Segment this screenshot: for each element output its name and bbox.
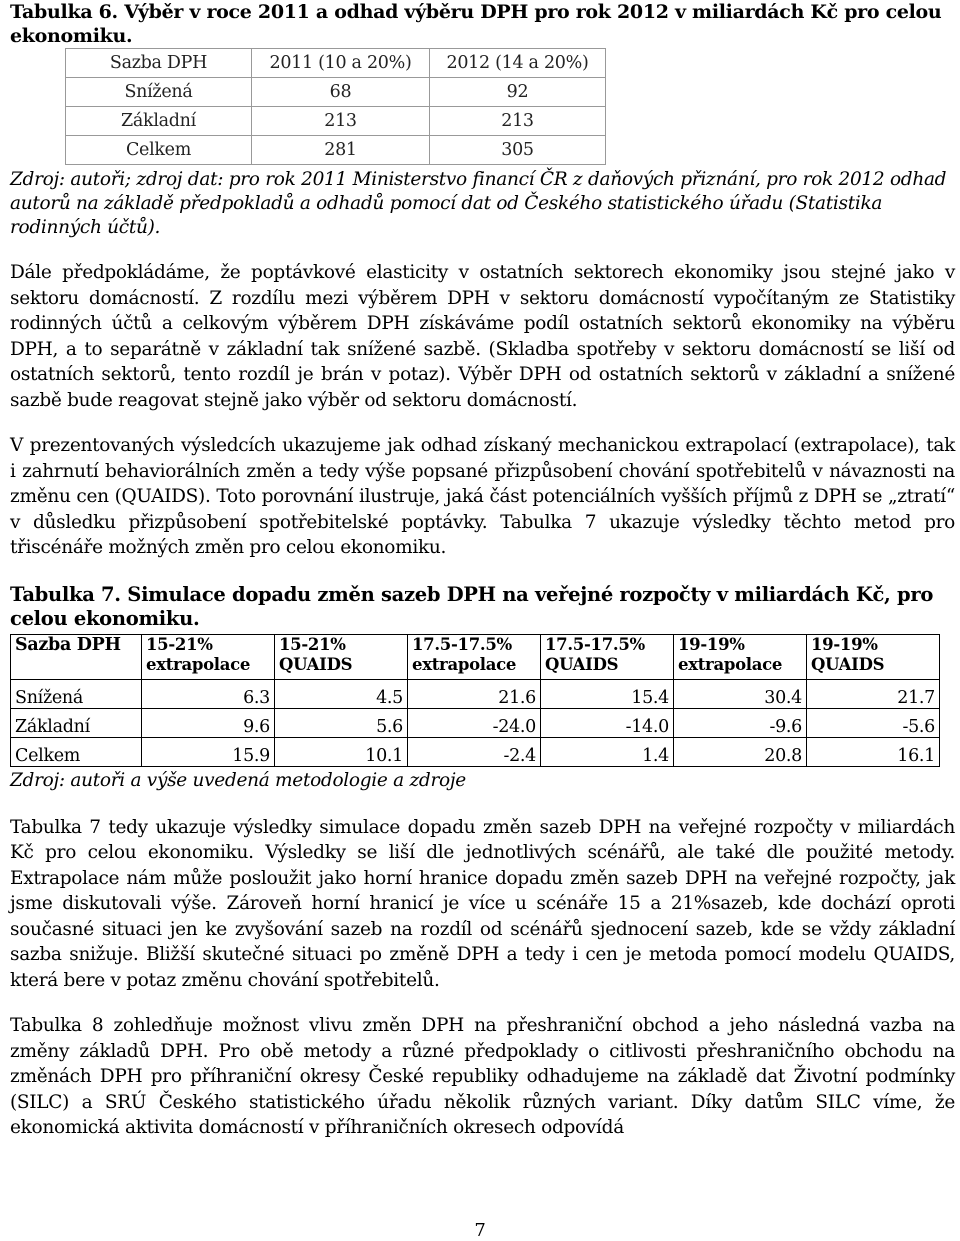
table6-cell: 305	[430, 136, 606, 165]
paragraph: Tabulka 7 tedy ukazuje výsledky simulace dopadu změn sazeb DPH na veřejné rozpočty v miliardách Kč pro celou ekonomiku. Výsledky se liší dle jednotlivých scénářů, ale také dle použité metody. Extrapolace nám může posloužit jako horní hranice dopadu změn sazeb DPH na veřejné rozpočty, jak jsme diskutovali výše. Zároveň horní hranicí je více u scénáře 15 a 21%sazeb, kde dochází oproti současné situaci jen ke zvyšování sazeb na rozdíl od scénářů sjednocení sazeb, kde se vždy základní sazba snižuje. Bližší skutečné situaci po změně DPH a tedy i cen je metoda pomocí modelu QUAIDS, která bere v potaz změnu chování spotřebitelů.	[10, 816, 955, 991]
header-line: QUAIDS	[811, 654, 885, 674]
table7-caption: Tabulka 7. Simulace dopadu změn sazeb DPH na veřejné rozpočty v miliardách Kč, pro celou ekonomiku.	[10, 582, 934, 630]
table6-header-cell: 2011 (10 a 20%)	[252, 49, 430, 78]
header-line: extrapolace	[678, 654, 783, 674]
header-line: 17.5-17.5%	[545, 634, 645, 654]
table7-header-row	[11, 634, 940, 679]
table7-cell: Celkem	[11, 737, 142, 766]
table6-cell: 281	[252, 136, 430, 165]
table-row	[66, 136, 606, 165]
table-row	[11, 708, 940, 737]
table7-cell: Základní	[11, 708, 142, 737]
header-line: QUAIDS	[545, 654, 619, 674]
table7-cell: 16.1	[807, 737, 940, 766]
table6-cell: Celkem	[66, 136, 252, 165]
table7-header-cell	[11, 634, 142, 679]
header-line: 15-21%	[146, 634, 213, 654]
header-line: Sazba DPH	[15, 634, 121, 655]
table-row	[11, 737, 940, 766]
table7-cell: 4.5	[275, 679, 408, 708]
page-number: 7	[474, 1220, 486, 1241]
table7-cell: 30.4	[674, 679, 807, 708]
table7-cell: -9.6	[674, 708, 807, 737]
table7-cell: Snížená	[11, 679, 142, 708]
header-line: 19-19%	[811, 634, 878, 654]
table6-cell: 92	[430, 78, 606, 107]
paragraph: Tabulka 8 zohledňuje možnost vlivu změn DPH na přeshraniční obchod a jeho následná vazba na změny základů DPH. Pro obě metody a různé předpoklady o citlivosti přeshraničního obchodu na změnách DPH pro příhraniční okresy České republiky odhadujeme na základě dat Životní podmínky (SILC) a SRÚ Českého statistického úřadu několik různých variant. Díky datům SILC víme, že ekonomická aktivita domácností v příhraničních okresech odpovídá	[10, 1015, 955, 1138]
table7-header-cell	[408, 634, 541, 679]
table6-caption: Tabulka 6. Výběr v roce 2011 a odhad výběru DPH pro rok 2012 v miliardách Kč pro celou ekonomiku.	[10, 1, 942, 47]
header-line: QUAIDS	[279, 654, 353, 674]
table6-cell: Základní	[66, 107, 252, 136]
table-row	[66, 78, 606, 107]
table6	[65, 48, 606, 165]
table7-cell: 21.6	[408, 679, 541, 708]
paragraph: Dále předpokládáme, že poptávkové elasticity v ostatních sektorech ekonomiky jsou stejné jako v sektoru domácností. Z rozdílu mezi výběrem DPH v sektoru domácností vypočítaným ze Statistiky rodinných účtů a celkovým výběrem DPH získáváme podíl ostatních sektorů ekonomiky na výběru DPH, a to separátně v základní tak snížené sazbě. (Skladba spotřeby v sektoru domácností se liší od ostatních sektorů, tento rozdíl je brán v potaz). Výběr DPH od ostatních sektorů v základní a snížené sazbě bude reagovat stejně jako výběr od sektoru domácností.	[10, 262, 955, 411]
table7-cell: 10.1	[275, 737, 408, 766]
table6-cell: Snížená	[66, 78, 252, 107]
table7-cell: -5.6	[807, 708, 940, 737]
table7-header-cell	[142, 634, 275, 679]
table6-header-cell: Sazba DPH	[66, 49, 252, 78]
table7-cell: 15.4	[541, 679, 674, 708]
header-line: extrapolace	[412, 654, 517, 674]
table-row	[66, 107, 606, 136]
document-page	[10, 0, 955, 1141]
table7-header-cell	[275, 634, 408, 679]
header-line: 15-21%	[279, 634, 346, 654]
header-line: extrapolace	[146, 654, 251, 674]
paragraph: V prezentovaných výsledcích ukazujeme jak odhad získaný mechanickou extrapolací (extrapolace), tak i zahrnutí behaviorálních změn a tedy výše popsané přizpůsobení chování spotřebitelů v návaznosti na změnu cen (QUAIDS). Toto porovnání ilustruje, jaká část potenciálních vyšších příjmů z DPH se „ztratí“ v důsledku přizpůsobení spotřebitelské poptávky. Tabulka 7 ukazuje výsledky těchto metod pro třiscénáře možných změn pro celou ekonomiku.	[10, 435, 955, 558]
table7-cell: 6.3	[142, 679, 275, 708]
table6-cell: 213	[430, 107, 606, 136]
table7	[10, 634, 940, 767]
table6-header-row	[66, 49, 606, 78]
table7-cell: 1.4	[541, 737, 674, 766]
table7-cell: -2.4	[408, 737, 541, 766]
table6-cell: 213	[252, 107, 430, 136]
table7-cell: 9.6	[142, 708, 275, 737]
table7-cell: 15.9	[142, 737, 275, 766]
table7-cell: -24.0	[408, 708, 541, 737]
table7-cell: -14.0	[541, 708, 674, 737]
table7-cell: 20.8	[674, 737, 807, 766]
table7-header-cell	[807, 634, 940, 679]
table-row	[11, 679, 940, 708]
table7-cell: 5.6	[275, 708, 408, 737]
header-line: 19-19%	[678, 634, 745, 654]
table7-header-cell	[674, 634, 807, 679]
table6-cell: 68	[252, 78, 430, 107]
table6-source: Zdroj: autoři; zdroj dat: pro rok 2011 Ministerstvo financí ČR z daňových přiznání, pro rok 2012 odhad autorů na základě předpokladů a odhadů pomocí dat od Českého statistického úřadu (Statistika rodinných účtů).	[10, 169, 947, 238]
table6-header-cell: 2012 (14 a 20%)	[430, 49, 606, 78]
table7-header-cell	[541, 634, 674, 679]
table7-source: Zdroj: autoři a výše uvedená metodologie a zdroje	[10, 769, 466, 791]
table7-cell: 21.7	[807, 679, 940, 708]
header-line: 17.5-17.5%	[412, 634, 512, 654]
